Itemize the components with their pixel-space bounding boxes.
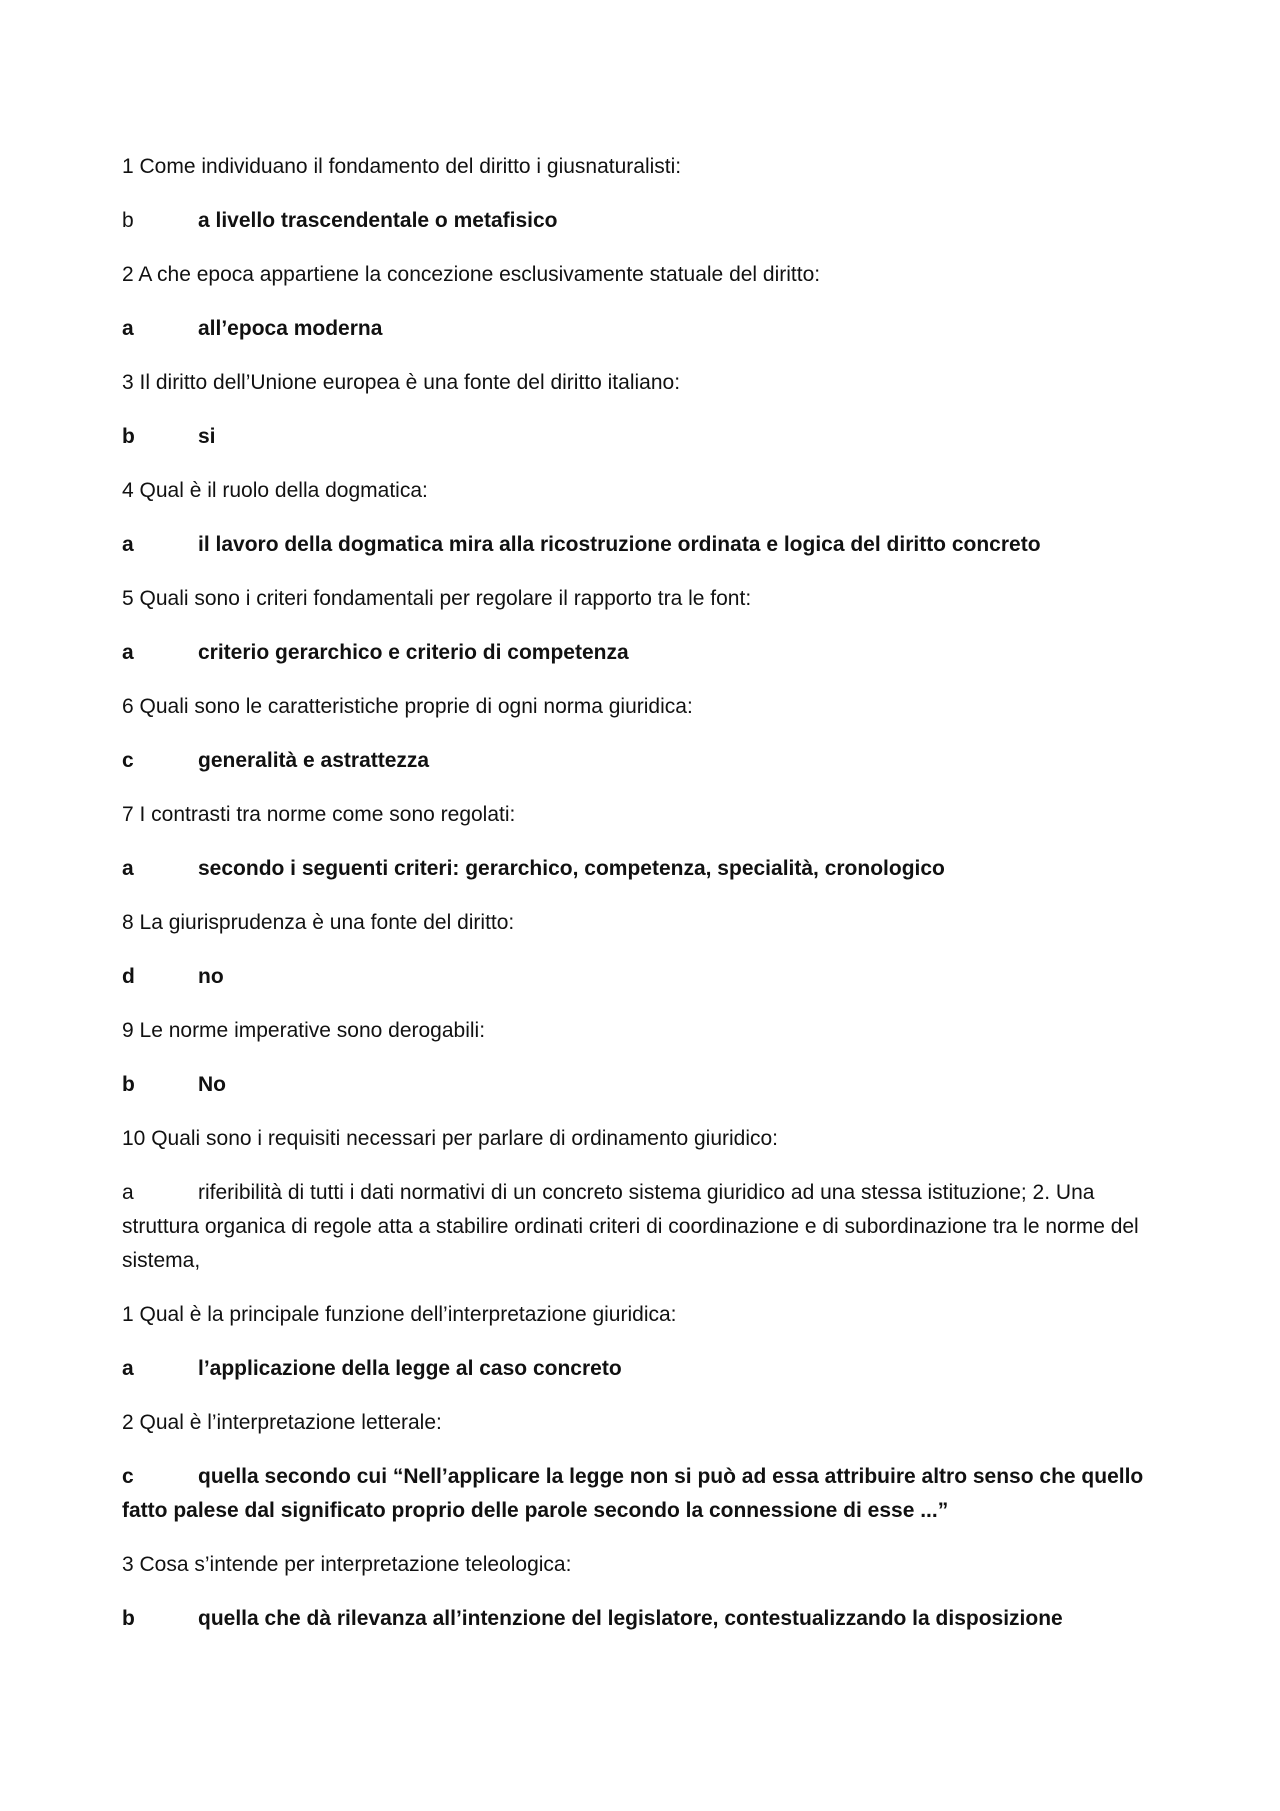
answer-8 xyxy=(122,960,1162,994)
answer-7 xyxy=(122,852,1162,886)
answer-12 xyxy=(122,1460,1162,1528)
answer-10 xyxy=(122,1176,1162,1278)
answer-3 xyxy=(122,420,1162,454)
question-8: 8 La giurisprudenza è una fonte del diritto: xyxy=(122,911,515,934)
answer-text: quella secondo cui “Nell’applicare la legge non si può ad essa attribuire altro senso che quello fatto palese dal significato proprio delle parole secondo la connessione di esse ...” xyxy=(122,1465,1144,1522)
answer-4 xyxy=(122,528,1162,562)
answer-text: a livello trascendentale o metafisico xyxy=(198,209,558,232)
answer-letter: a xyxy=(122,1181,134,1204)
answer-letter: c xyxy=(122,749,134,772)
answer-letter: a xyxy=(122,533,134,556)
question-9: 9 Le norme imperative sono derogabili: xyxy=(122,1019,486,1042)
question-2: 2 A che epoca appartiene la concezione esclusivamente statuale del diritto: xyxy=(122,263,821,286)
question-7: 7 I contrasti tra norme come sono regolati: xyxy=(122,803,516,826)
answer-text: no xyxy=(198,965,224,988)
answer-text: generalità e astrattezza xyxy=(198,749,430,772)
question-6: 6 Quali sono le caratteristiche proprie di ogni norma giuridica: xyxy=(122,695,693,718)
answer-letter: d xyxy=(122,965,135,988)
answer-1 xyxy=(122,204,1162,238)
answer-text: quella che dà rilevanza all’intenzione del legislatore, contestualizzando la disposizione xyxy=(198,1607,1063,1630)
answer-text: criterio gerarchico e criterio di competenza xyxy=(198,641,629,664)
answer-letter: a xyxy=(122,641,134,664)
question-13: 3 Cosa s’intende per interpretazione teleologica: xyxy=(122,1553,572,1576)
answer-9 xyxy=(122,1068,1162,1102)
answer-text: No xyxy=(198,1073,226,1096)
answer-11 xyxy=(122,1352,1162,1386)
answer-letter: b xyxy=(122,1607,135,1630)
answer-text: secondo i seguenti criteri: gerarchico, competenza, specialità, cronologico xyxy=(198,857,945,880)
answer-text: all’epoca moderna xyxy=(198,317,383,340)
answer-letter: b xyxy=(122,425,135,448)
qa-list xyxy=(122,150,1162,1656)
answer-letter: a xyxy=(122,317,134,340)
answer-letter: b xyxy=(122,1073,135,1096)
answer-5 xyxy=(122,636,1162,670)
question-5: 5 Quali sono i criteri fondamentali per regolare il rapporto tra le font: xyxy=(122,587,752,610)
answer-text: riferibilità di tutti i dati normativi di un concreto sistema giuridico ad una stessa istituzione; 2. Una struttura organica di regole atta a stabilire ordinati criteri di coordinazione e di subordinazione tra le norme del sistema, xyxy=(122,1181,1139,1272)
answer-letter: a xyxy=(122,1357,134,1380)
question-1: 1 Come individuano il fondamento del diritto i giusnaturalisti: xyxy=(122,155,682,178)
answer-6 xyxy=(122,744,1162,778)
answer-text: si xyxy=(198,425,216,448)
answer-2 xyxy=(122,312,1162,346)
answer-letter: b xyxy=(122,209,134,232)
question-12: 2 Qual è l’interpretazione letterale: xyxy=(122,1411,442,1434)
answer-text: l’applicazione della legge al caso concreto xyxy=(198,1357,622,1380)
question-11: 1 Qual è la principale funzione dell’interpretazione giuridica: xyxy=(122,1303,677,1326)
question-4: 4 Qual è il ruolo della dogmatica: xyxy=(122,479,428,502)
question-3: 3 Il diritto dell’Unione europea è una fonte del diritto italiano: xyxy=(122,371,681,394)
answer-text: il lavoro della dogmatica mira alla ricostruzione ordinata e logica del diritto concreto xyxy=(198,533,1041,556)
question-10: 10 Quali sono i requisiti necessari per parlare di ordinamento giuridico: xyxy=(122,1127,779,1150)
answer-13 xyxy=(122,1602,1162,1636)
answer-letter: c xyxy=(122,1465,134,1488)
answer-letter: a xyxy=(122,857,134,880)
